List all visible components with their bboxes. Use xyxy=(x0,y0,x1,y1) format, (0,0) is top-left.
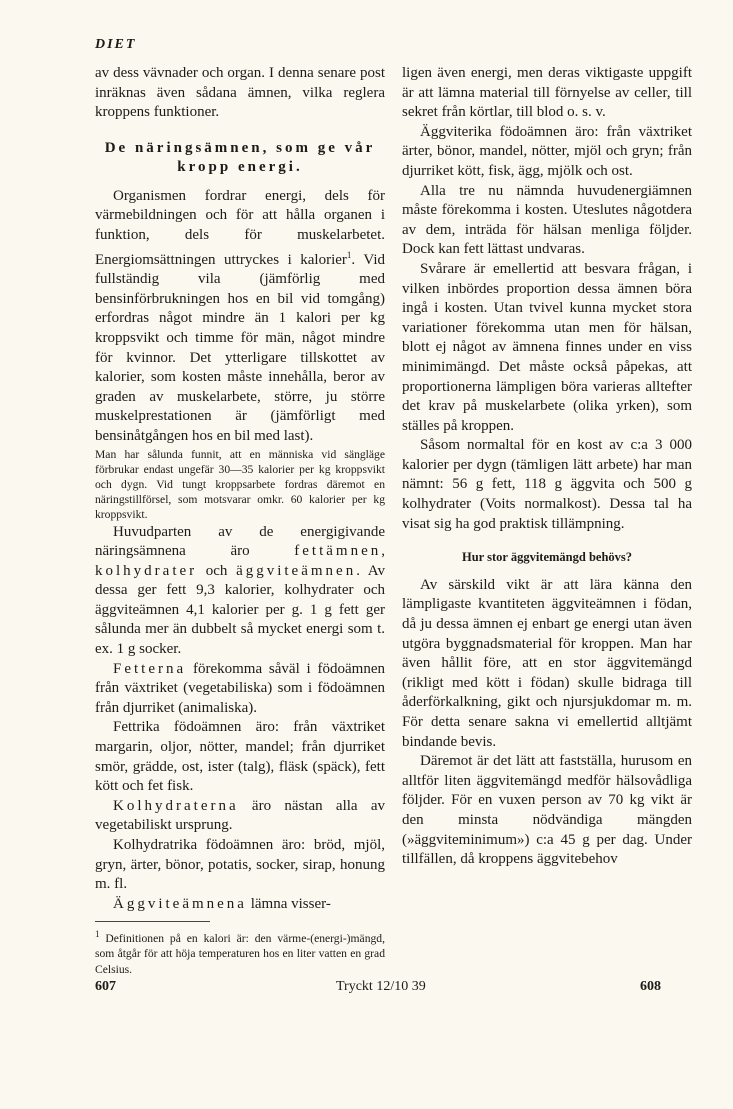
paragraph xyxy=(95,187,385,447)
paragraph xyxy=(95,660,385,719)
emphasis-aggviteamnen: äggviteämnen xyxy=(236,562,357,579)
paragraph: Såsom normaltal för en kost av c:a 3 000 kalorier per dygn (tämligen lätt arbete) har man nämnt: 56 g fett, 118 g äggvita och 500 g kolhydrater (Voits normalkost). Dessa tal ha visat sig ha god praktisk tillämpning. xyxy=(402,437,692,532)
text: lämna visser- xyxy=(246,895,331,912)
emphasis-fetterna: Fetterna xyxy=(113,660,187,677)
paragraph: Av särskild vikt är att lära känna den lämpligaste kvantiteten äggviteämnen i födan, då ju dessa ämnen ej enbart ge energi utan även utgöra byggnadsmaterial för kroppen. Man har även hållit före, att en stor äggvitemängd (rikligt med kött i födan) skulle bidraga till åderförkalkning, gikt och njursjukdomar m. m. För detta senare sakna vi emellertid alltjämt bindande bevis. xyxy=(402,576,692,750)
right-column xyxy=(402,64,692,870)
paragraph: Däremot är det lätt att fastställa, hurusom en alltför liten äggvitemängd medför hälsovådliga följder. För en vuxen person av 70 kg vikt är den minsta nödvändiga mängden (»äggviteminimum») c:a 45 g per dag. Under tillfällen, då kroppens äggvitebehov xyxy=(402,753,692,868)
footnote-marker: 1 xyxy=(346,249,352,260)
footnote-text: Definitionen på en kalori är: den värme-(energi-)mängd, som åtgår för att höja temperaturen hos en liter vatten en grad Celsius. xyxy=(95,931,385,976)
emphasis-aggviteamnena: Äggviteämnena xyxy=(113,895,247,912)
paragraph: Svårare är emellertid att besvara frågan, i vilken inbördes proportion dessa ämnen böra ingå i kosten. Utan tvivel kunna mycket stora variationer förekomma utan men för hälsan, blott ej något av ämnena finnes under en viss minimimängd. Det måste också påpekas, att proportionerna lämpligen böra varieras alltefter det krav på muskelarbete (olika yrken), som ställes på kroppen. xyxy=(402,260,692,434)
paragraph: Alla tre nu nämnda huvudenergiämnen måste förekomma i kosten. Uteslutes någotdera av dem, inträda för hälsan menliga följder. Dock kan fett lättast undvaras. xyxy=(402,182,692,258)
emphasis-kolhydrater: kolhydrater xyxy=(95,562,198,579)
section-heading: De näringsämnen, som ge vår kropp energi. xyxy=(104,139,376,175)
paragraph: ligen även energi, men deras viktigaste uppgift är att lämna material till förnyelse av celler, till sekret från körtlar, till blod o. s. v. xyxy=(402,65,692,121)
paragraph: Kolhydratrika födoämnen äro: bröd, mjöl, gryn, ärter, bönor, potatis, socker, sirap, honung m. fl. xyxy=(95,837,385,893)
footnote-divider xyxy=(95,921,210,922)
paragraph: av dess vävnader och organ. I denna senare post inräknas även sådana ämnen, vilka reglera kroppens funktioner. xyxy=(95,65,385,121)
print-date: Tryckt 12/10 39 xyxy=(336,979,426,994)
emphasis-fettamnen: fettämnen xyxy=(294,543,382,560)
emphasis-kolhydraterna: Kolhydraterna xyxy=(113,797,239,814)
paragraph: Fettrika födoämnen äro: från växtriket margarin, oljor, nötter, mandel; från djurriket smör, grädde, ost, ister (talg), fläsk (späck), fett kött och fet fisk. xyxy=(95,719,385,795)
text: och xyxy=(197,562,237,579)
paragraph: Äggviterika födoämnen äro: från växtriket ärter, bönor, mandel, nötter, mjöl och gryn; från djurriket kött, fisk, ägg, mjölk och ost. xyxy=(402,123,692,179)
left-column xyxy=(95,64,385,914)
text: , xyxy=(381,543,385,560)
page-number-right: 608 xyxy=(640,979,661,994)
text: Organismen fordrar energi, dels för värmebildningen och för att hålla organen i funktion, dels för muskelarbetet. Energiomsättningen uttryckes i kalorier xyxy=(95,187,385,268)
paragraph xyxy=(95,895,385,915)
page-number-left: 607 xyxy=(95,979,116,994)
running-head: DIET xyxy=(95,37,137,52)
text: äro nästan alla av vegetabiliskt ursprung. xyxy=(95,797,385,834)
text: förekomma såväl i födoämnen från växtriket (vegetabiliska) som i födoämnen från djurriket (animaliska). xyxy=(95,660,385,716)
paragraph xyxy=(95,523,385,660)
text: . Vid fullständig vila (jämförlig med bensinförbrukningen hos en bil vid tomgång) erfordras något mindre än 1 kalori per kg kroppsvikt och timme för män, något mindre för kvinnor. Det ytterligare tillskottet av kalorier, som kosten måste innehålla, beror av graden av muskelarbete, större, ju större muskelprestationen är (jämförligt med bensinåtgången hos en bil med last). xyxy=(95,251,386,444)
paragraph xyxy=(95,797,385,836)
text: . Av dessa ger fett 9,3 kalorier, kolhydrater och äggviteämnen 4,1 kalorier per g. 1 g fett ger sålunda mer än dubbelt så mycket energi som t. ex. 1 g socker. xyxy=(95,562,385,658)
subheading: Hur stor äggvitemängd behövs? xyxy=(461,550,633,565)
footnote-marker: 1 xyxy=(95,929,100,939)
footnote xyxy=(95,927,385,977)
text: Huvudparten av de energigivande näringsämnena äro xyxy=(95,523,385,560)
small-print-note: Man har sålunda funnit, att en människa vid sängläge förbrukar endast ungefär 30—35 kalorier per kg kroppsvikt och dygn. Vid tungt kroppsarbete fordras däremot en näringstillförsel, som motsvarar omkr. 60 kalorier per kg kroppsvikt. xyxy=(95,447,385,522)
